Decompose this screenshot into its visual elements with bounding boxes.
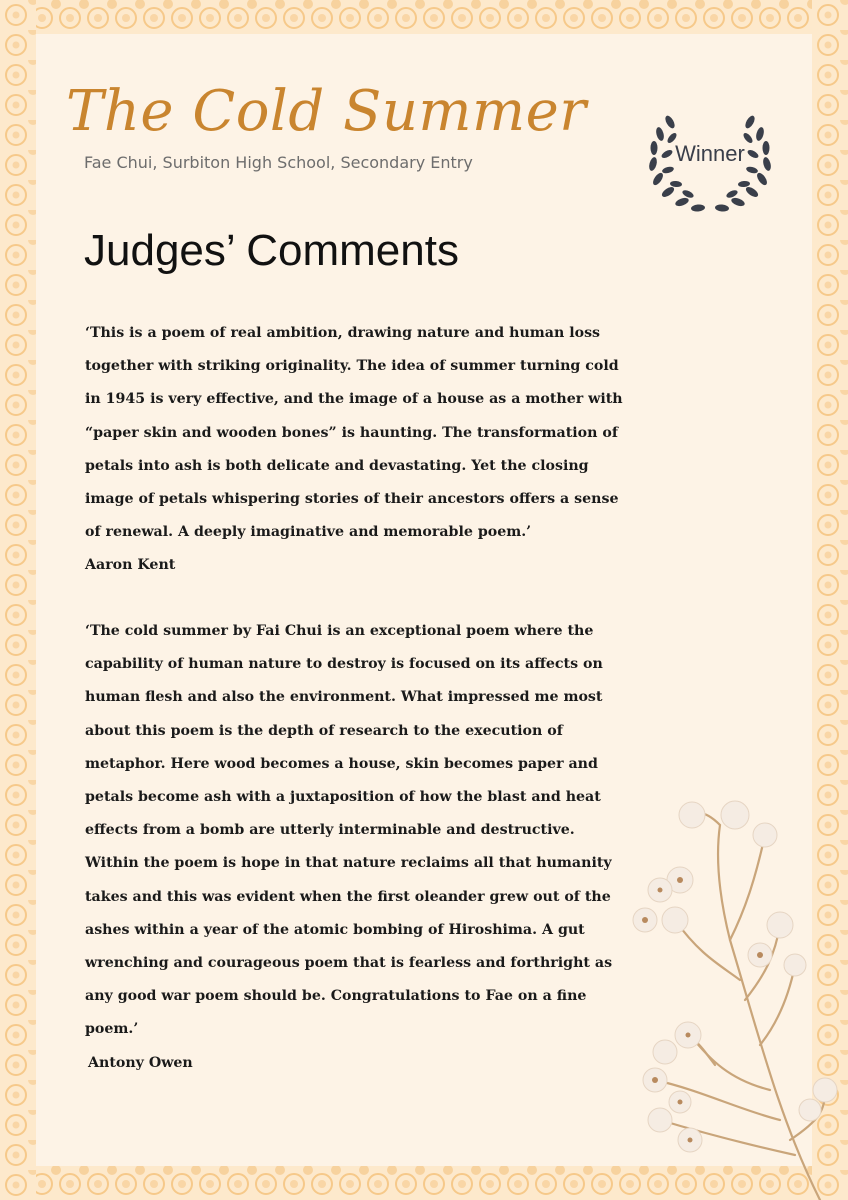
lace-border-top	[0, 0, 848, 34]
judge-name: Aaron Kent	[85, 557, 176, 574]
floral-illustration	[620, 790, 848, 1200]
lace-border-left	[0, 0, 36, 1200]
comment-text: ‘The cold summer by Fai Chui is an exceptional poem where the capability of human nature to destroy is focused on its affects on human flesh and also the environment. What impressed me most about this poem is the depth of research to the execution of metaphor. Here wood becomes a house, skin becomes paper and petals become ash with a juxtaposition of how the blast and heat effects from a bomb are utterly interminable and destructive. Within the poem is hope in that nature reclaims all that humanity takes and this was evident when the first oleander grew out of the ashes within a year of the atomic bombing of Hiroshima. A gut wrenching and courageous poem that is fearless and forthright as any good war poem should be. Congratulations to Fae on a fine poem.’	[85, 623, 613, 1038]
poem-title: The Cold Summer	[66, 79, 587, 144]
winner-label: Winner	[675, 141, 745, 166]
poem-author-line: Fae Chui, Surbiton High School, Secondary Entry	[84, 153, 473, 172]
judge-name: Antony Owen	[88, 1054, 193, 1071]
comment-text: ‘This is a poem of real ambition, drawing nature and human loss together with striking originality. The idea of summer turning cold in 1945 is very effective, and the image of a house as a mother with “paper skin and wooden bones” is haunting. The transformation of petals into ash is both delicate and devastating. Yet the closing image of petals whispering stories of their ancestors offers a sense of renewal. A deeply imaginative and memorable poem.’	[85, 325, 623, 541]
judge-comment	[85, 615, 625, 1080]
winner-badge	[640, 104, 780, 224]
judges-comments-heading: Judges’ Comments	[84, 226, 459, 275]
judge-comment	[85, 317, 625, 583]
